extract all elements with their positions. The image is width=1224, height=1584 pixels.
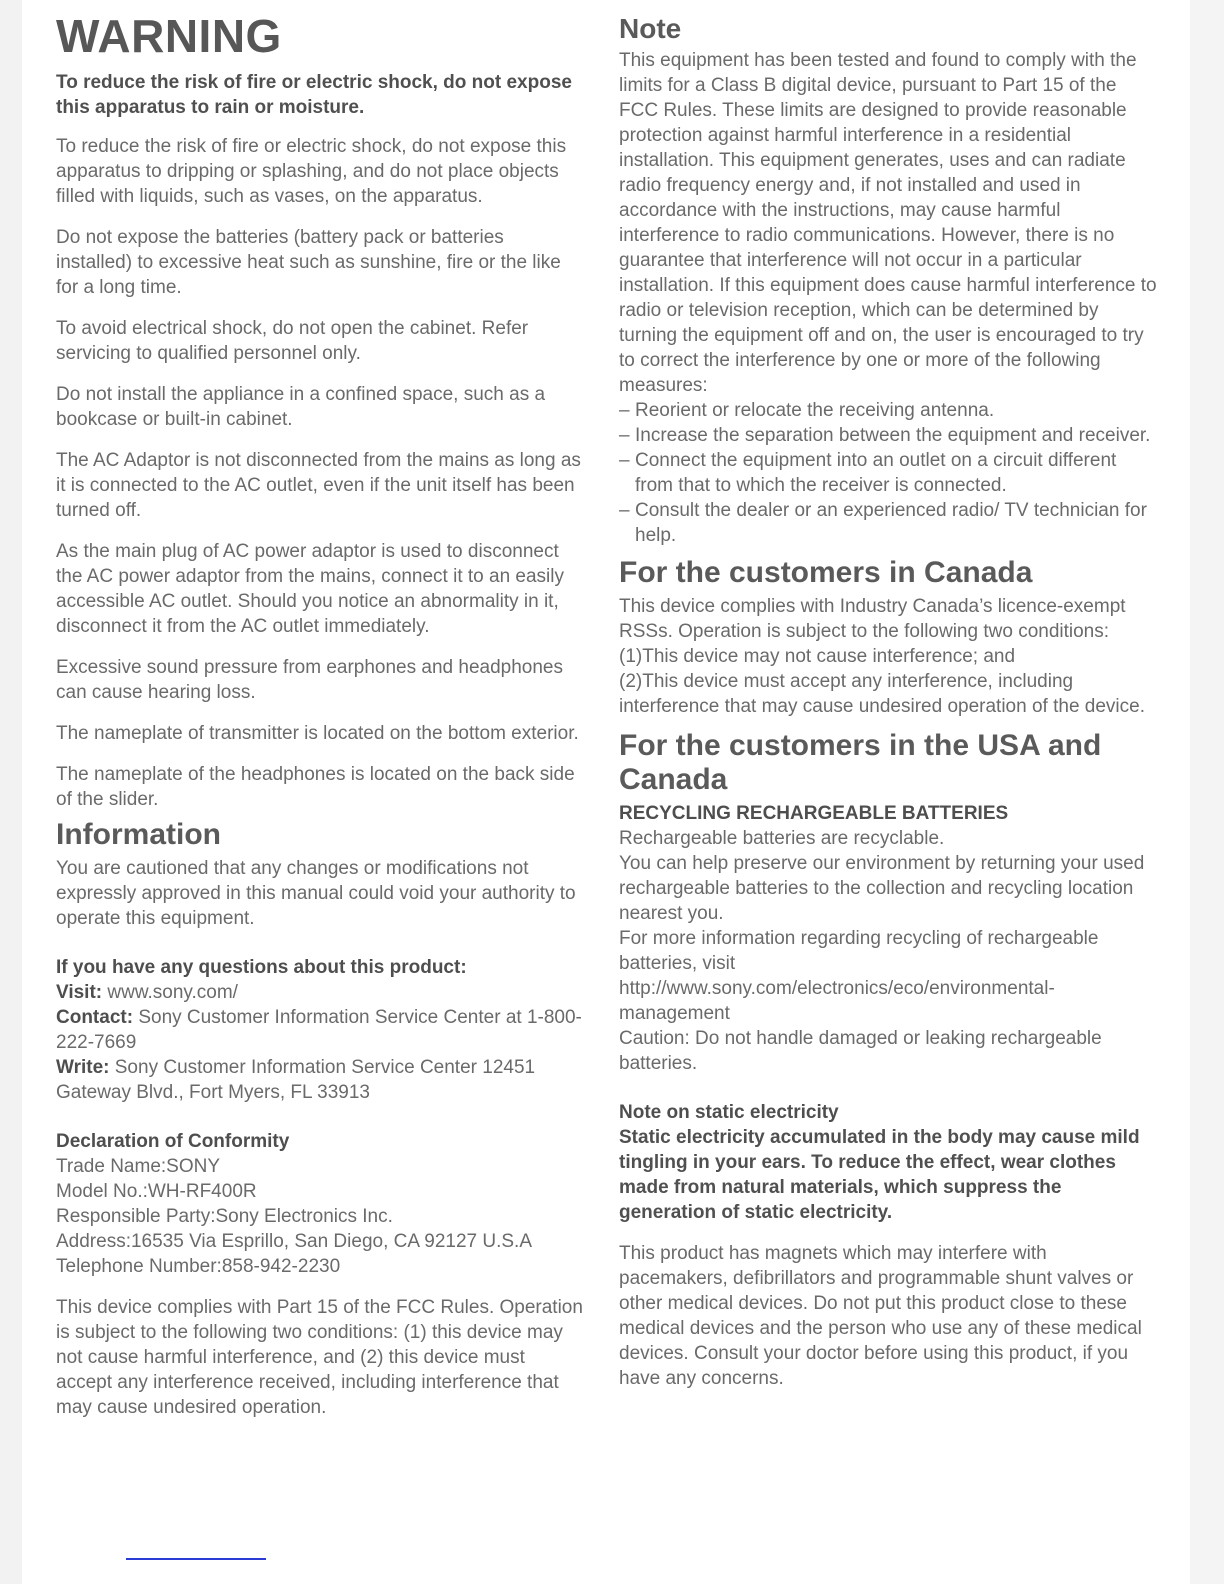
trade-name: Trade Name:SONY bbox=[56, 1156, 221, 1177]
recycling-line: For more information regarding recycling of rechargeable batteries, visit http://www.sony.com/electronics/eco/environmental-management bbox=[619, 928, 1099, 1024]
magnets-body: This product has magnets which may interfere with pacemakers, defibrillators and programmable shunt valves or other medical devices. Do not put this product close to these medical devices and the person who use any of these medical devices. Consult your doctor before using this product, if you have any concerns. bbox=[619, 1243, 1142, 1389]
recycling-heading: RECYCLING RECHARGEABLE BATTERIES bbox=[619, 803, 1009, 824]
responsible-party: Responsible Party:Sony Electronics Inc. bbox=[56, 1206, 393, 1227]
usa-canada-heading: For the customers in the USA and Canada bbox=[619, 729, 1102, 796]
warning-paragraph: Excessive sound pressure from earphones and headphones can cause hearing loss. bbox=[56, 657, 563, 703]
static-heading: Note on static electricity bbox=[619, 1102, 839, 1123]
address: Address:16535 Via Esprillo, San Diego, CA 92127 U.S.A bbox=[56, 1231, 532, 1252]
warning-paragraph: The nameplate of the headphones is located on the back side of the slider. bbox=[56, 764, 575, 810]
recycling-line: You can help preserve our environment by returning your used rechargeable batteries to the collection and recycling location nearest you. bbox=[619, 853, 1145, 924]
warning-paragraph: Do not expose the batteries (battery pack or batteries installed) to excessive heat such as sunshine, fire or the like for a long time. bbox=[56, 227, 561, 298]
contact-label: Contact: bbox=[56, 1007, 134, 1028]
measures-list bbox=[619, 398, 1157, 548]
questions-heading: If you have any questions about this product: bbox=[56, 957, 467, 978]
recycling-line: Rechargeable batteries are recyclable. bbox=[619, 828, 945, 849]
warning-paragraph: The AC Adaptor is not disconnected from the mains as long as it is connected to the AC outlet, even if the unit itself has been turned off. bbox=[56, 450, 581, 521]
declaration-heading: Declaration of Conformity bbox=[56, 1131, 290, 1152]
warning-paragraph: To avoid electrical shock, do not open the cabinet. Refer servicing to qualified personnel only. bbox=[56, 318, 529, 364]
left-column bbox=[56, 10, 584, 1420]
list-item: – Connect the equipment into an outlet on a circuit different from that to which the receiver is connected. bbox=[619, 448, 1157, 498]
canada-heading: For the customers in Canada bbox=[619, 556, 1033, 589]
footer-divider bbox=[126, 1558, 266, 1560]
note-heading: Note bbox=[619, 13, 682, 44]
list-item: – Reorient or relocate the receiving antenna. bbox=[619, 398, 1157, 423]
write-line bbox=[56, 1055, 584, 1105]
list-item: – Consult the dealer or an experienced radio/ TV technician for help. bbox=[619, 498, 1157, 548]
information-heading: Information bbox=[56, 818, 221, 851]
visit-line bbox=[56, 980, 584, 1005]
write-label: Write: bbox=[56, 1057, 110, 1078]
warning-title: WARNING bbox=[56, 10, 282, 62]
warning-paragraph: As the main plug of AC power adaptor is used to disconnect the AC power adaptor from the mains, connect it to an easily accessible AC outlet. Should you notice an abnormality in it, disconnect it from the AC outlet immediately. bbox=[56, 541, 564, 637]
visit-value: www.sony.com/ bbox=[102, 982, 238, 1003]
page-edge-right bbox=[1190, 0, 1224, 1584]
canada-condition-2: (2)This device must accept any interference, including interference that may cause undesired operation of the device. bbox=[619, 671, 1145, 717]
fcc-statement: This device complies with Part 15 of the FCC Rules. Operation is subject to the following two conditions: (1) this device may not cause harmful interference, and (2) this device must accept any interference received, including interference that may cause undesired operation. bbox=[56, 1297, 583, 1418]
static-body: Static electricity accumulated in the body may cause mild tingling in your ears. To reduce the effect, wear clothes made from natural materials, which suppress the generation of static electricity. bbox=[619, 1127, 1140, 1223]
warning-paragraph: The nameplate of transmitter is located on the bottom exterior. bbox=[56, 723, 579, 744]
visit-label: Visit: bbox=[56, 982, 103, 1003]
contact-value: Sony Customer Information Service Center at 1-800-222-7669 bbox=[56, 1007, 582, 1053]
model-number: Model No.:WH-RF400R bbox=[56, 1181, 257, 1202]
warning-paragraph: To reduce the risk of fire or electric shock, do not expose this apparatus to dripping or splashing, and do not place objects filled with liquids, such as vases, on the apparatus. bbox=[56, 136, 567, 207]
write-value: Sony Customer Information Service Center 12451 Gateway Blvd., Fort Myers, FL 33913 bbox=[56, 1057, 536, 1103]
right-column bbox=[619, 10, 1157, 1391]
recycling-caution: Caution: Do not handle damaged or leaking rechargeable batteries. bbox=[619, 1028, 1102, 1074]
list-item: – Increase the separation between the equipment and receiver. bbox=[619, 423, 1157, 448]
contact-line bbox=[56, 1005, 584, 1055]
information-body: You are cautioned that any changes or modifications not expressly approved in this manual could void your authority to operate this equipment. bbox=[56, 858, 576, 929]
page-edge-left bbox=[0, 0, 22, 1584]
warning-paragraph: Do not install the appliance in a confined space, such as a bookcase or built-in cabinet. bbox=[56, 384, 546, 430]
canada-body: This device complies with Industry Canada’s licence-exempt RSSs. Operation is subject to the following two conditions: bbox=[619, 596, 1126, 642]
telephone: Telephone Number:858-942-2230 bbox=[56, 1256, 341, 1277]
warning-lead: To reduce the risk of fire or electric shock, do not expose this apparatus to rain or moisture. bbox=[56, 72, 572, 118]
note-body: This equipment has been tested and found to comply with the limits for a Class B digital device, pursuant to Part 15 of the FCC Rules. These limits are designed to provide reasonable protection against harmful interference in a residential installation. This equipment generates, uses and can radiate radio frequency energy and, if not installed and used in accordance with the instructions, may cause harmful interference to radio communications. However, there is no guarantee that interference will not occur in a particular installation. If this equipment does cause harmful interference to radio or television reception, which can be determined by turning the equipment off and on, the user is encouraged to try to correct the interference by one or more of the following measures: bbox=[619, 50, 1157, 396]
canada-condition-1: (1)This device may not cause interference; and bbox=[619, 646, 1016, 667]
